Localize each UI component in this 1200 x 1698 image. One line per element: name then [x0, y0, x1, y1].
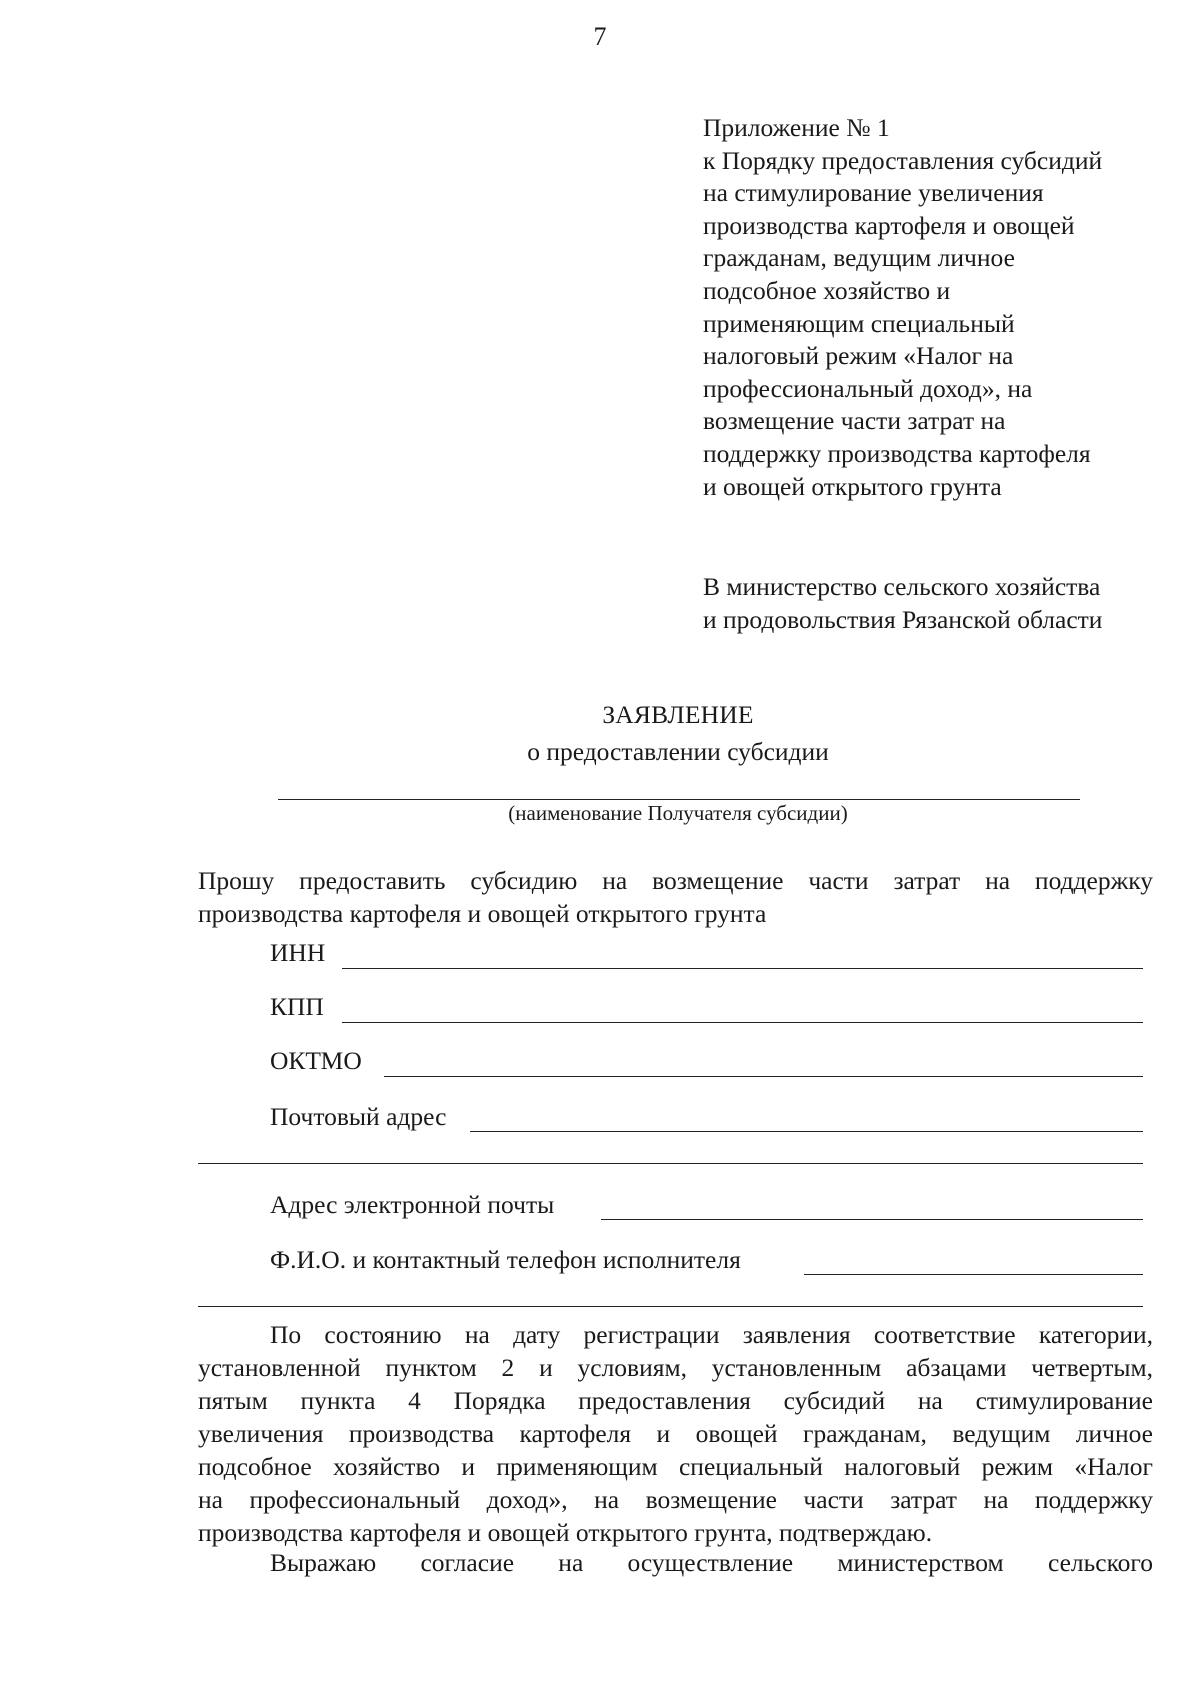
- appendix-line: подсобное хозяйство и: [703, 275, 951, 305]
- request-line: производства картофеля и овощей открытого грунта: [198, 899, 767, 928]
- confirmation-paragraph: [198, 1318, 1153, 1549]
- recipient-block: [703, 571, 1102, 636]
- oktmo-field-line[interactable]: [384, 1076, 1143, 1077]
- page-number: 7: [593, 22, 607, 51]
- kpp-field-line[interactable]: [342, 1022, 1143, 1023]
- confirmation-line: установленной пунктом 2 и условиям, установленным абзацами четвертым,: [198, 1353, 1153, 1382]
- consent-paragraph: [198, 1546, 1153, 1579]
- appendix-line: Приложение № 1: [703, 113, 890, 142]
- confirmation-line: пятым пункта 4 Порядка предоставления субсидий на стимулирование: [198, 1386, 1153, 1415]
- appendix-line: и овощей открытого грунта: [703, 471, 1002, 501]
- appendix-line: профессиональный доход», на: [703, 373, 1033, 403]
- postal-address-field-line[interactable]: [470, 1131, 1143, 1132]
- appendix-line: поддержку производства картофеля: [703, 438, 1091, 468]
- document-subtitle: о предоставлении субсидии: [527, 737, 829, 766]
- recipient-line: и продовольствия Рязанской области: [703, 604, 1103, 634]
- recipient-name-line: [278, 799, 1080, 800]
- contact-continuation-line[interactable]: [198, 1306, 1143, 1307]
- appendix-line: производства картофеля и овощей: [703, 210, 1075, 240]
- appendix-line: возмещение части затрат на: [703, 406, 1006, 436]
- confirmation-line: увеличения производства картофеля и овощей гражданам, ведущим личное: [198, 1419, 1153, 1448]
- consent-line: Выражаю согласие на осуществление министерством сельского: [270, 1548, 1153, 1577]
- postal-address-label: Почтовый адрес: [270, 1102, 447, 1131]
- postal-address-continuation-line[interactable]: [198, 1163, 1143, 1164]
- email-field-line[interactable]: [601, 1219, 1143, 1220]
- appendix-line: к Порядку предоставления субсидий: [703, 145, 1103, 175]
- appendix-line: гражданам, ведущим личное: [703, 243, 1015, 273]
- inn-label: ИНН: [270, 938, 326, 967]
- confirmation-line: подсобное хозяйство и применяющим специальный налоговый режим «Налог: [198, 1452, 1153, 1481]
- contact-label: Ф.И.О. и контактный телефон исполнителя: [270, 1245, 741, 1274]
- kpp-label: КПП: [270, 992, 324, 1021]
- document-title: ЗАЯВЛЕНИЕ: [602, 700, 754, 729]
- confirmation-line: По состоянию на дату регистрации заявления соответствие категории,: [270, 1320, 1153, 1349]
- appendix-block: [703, 112, 1102, 503]
- oktmo-label: ОКТМО: [270, 1046, 362, 1075]
- confirmation-line: на профессиональный доход», на возмещение части затрат на поддержку: [198, 1485, 1153, 1514]
- appendix-line: налоговый режим «Налог на: [703, 341, 1014, 371]
- inn-field-line[interactable]: [342, 968, 1143, 969]
- email-label: Адрес электронной почты: [270, 1190, 555, 1219]
- appendix-line: применяющим специальный: [703, 308, 1015, 338]
- request-paragraph: [198, 864, 1153, 930]
- recipient-name-caption: (наименование Получателя субсидии): [508, 801, 848, 825]
- contact-field-line[interactable]: [804, 1274, 1143, 1275]
- confirmation-line: производства картофеля и овощей открытого грунта, подтверждаю.: [198, 1518, 933, 1547]
- recipient-line: В министерство сельского хозяйства: [703, 572, 1101, 601]
- appendix-line: на стимулирование увеличения: [703, 178, 1044, 208]
- request-line: Прошу предоставить субсидию на возмещение части затрат на поддержку: [198, 866, 1153, 895]
